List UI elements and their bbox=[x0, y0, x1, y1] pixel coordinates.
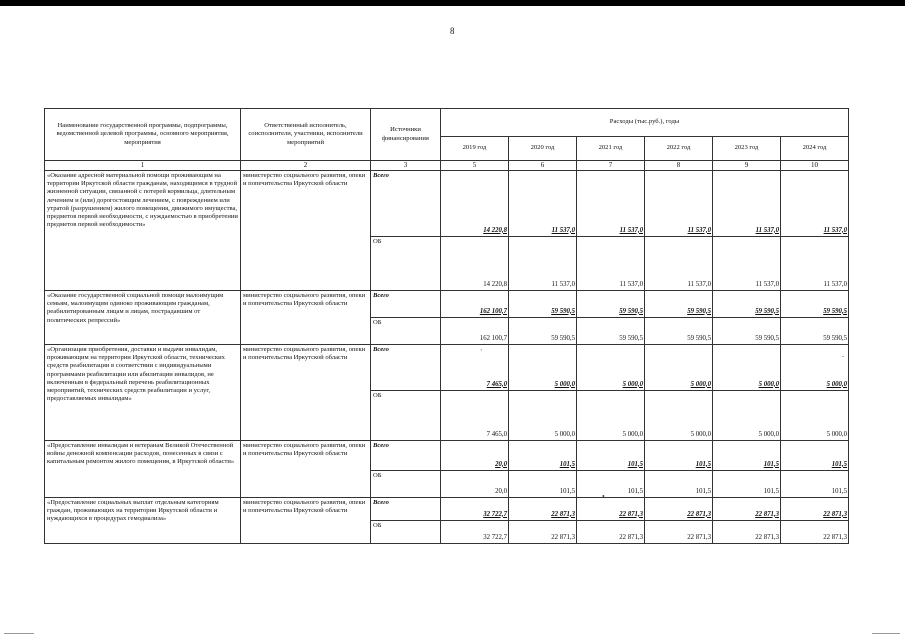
source-ob: ОБ bbox=[371, 237, 441, 291]
col-number: 6 bbox=[509, 161, 577, 171]
scan-speck: ` bbox=[480, 348, 483, 357]
program-name: «Оказание адресной материальной помощи проживающим на территории Иркутской области гражданам, находящимся в трудной жизненной ситуации, связанной с потерей кормильца, длительным лечением и (или) дорогостоящим лечением, с повреждением или утратой (разрушением) жилого помещения, движимого имущества, предметов первой необходимости, с нуждаемостью в приобретении предметов первой необходимости» bbox=[45, 171, 241, 291]
col-number: 2 bbox=[241, 161, 371, 171]
col-number: 9 bbox=[713, 161, 781, 171]
ob-value: 59 590,5 bbox=[713, 318, 781, 345]
ob-value: 5 000,0 bbox=[509, 391, 577, 441]
ob-value: 22 871,3 bbox=[781, 521, 849, 544]
col-number: 3 bbox=[371, 161, 441, 171]
total-value: 5 000,0 bbox=[645, 345, 713, 391]
ob-value: 11 537,0 bbox=[577, 237, 645, 291]
ob-value: 101,5 bbox=[781, 471, 849, 498]
header-year-2022: 2022 год bbox=[645, 137, 713, 161]
total-value: 11 537,0 bbox=[509, 171, 577, 237]
header-expenses: Расходы (тыс.руб.), годы bbox=[441, 109, 849, 137]
total-value: 101,5 bbox=[577, 441, 645, 471]
header-name-column: Наименование государственной программы, подпрограммы, ведомственной целевой программы, основного мероприятия, мероприятия bbox=[45, 109, 241, 161]
ob-value: 11 537,0 bbox=[781, 237, 849, 291]
scan-top-border bbox=[0, 0, 905, 6]
ob-value: 22 871,3 bbox=[577, 521, 645, 544]
total-value: 162 100,7 bbox=[441, 291, 509, 318]
total-value: 5 000,0 bbox=[577, 345, 645, 391]
source-total: Всего bbox=[371, 498, 441, 521]
col-number: 10 bbox=[781, 161, 849, 171]
total-value: 11 537,0 bbox=[713, 171, 781, 237]
total-value: 5 000,0 bbox=[509, 345, 577, 391]
source-total: Всего bbox=[371, 171, 441, 237]
source-ob: ОБ bbox=[371, 391, 441, 441]
program-executor: министерство социального развития, опеки и попечительства Иркутской области bbox=[241, 498, 371, 544]
ob-value: 22 871,3 bbox=[713, 521, 781, 544]
col-number: 8 bbox=[645, 161, 713, 171]
total-value: 7 465,0 bbox=[441, 345, 509, 391]
total-value: 101,5 bbox=[713, 441, 781, 471]
ob-value: 11 537,0 bbox=[645, 237, 713, 291]
ob-value: 59 590,5 bbox=[645, 318, 713, 345]
program-name: «Предоставление инвалидам и ветеранам Великой Отечественной войны денежной компенсации расходов, понесенных в связи с капитальным ремонтом жилого помещения, в Иркутской области» bbox=[45, 441, 241, 498]
program-name: «Оказание государственной социальной помощи малоимущим семьям, малоимущим одиноко проживающим гражданам, реабилитированным лицам и лицам, пострадавшим от политических репрессий» bbox=[45, 291, 241, 345]
total-value: 22 871,3 bbox=[781, 498, 849, 521]
total-value: 59 590,5 bbox=[713, 291, 781, 318]
program-executor: министерство социального развития, опеки и попечительства Иркутской области bbox=[241, 441, 371, 498]
header-year-2020: 2020 год bbox=[509, 137, 577, 161]
header-executor-column: Ответственный исполнитель, соисполнители, участники, исполнители мероприятий bbox=[241, 109, 371, 161]
col-number: 1 bbox=[45, 161, 241, 171]
page-number: 8 bbox=[450, 26, 455, 36]
total-value: 22 871,3 bbox=[577, 498, 645, 521]
total-value: 11 537,0 bbox=[645, 171, 713, 237]
expenses-table bbox=[44, 108, 849, 544]
header-year-2023: 2023 год bbox=[713, 137, 781, 161]
ob-value: 101,5 bbox=[713, 471, 781, 498]
ob-value: 5 000,0 bbox=[645, 391, 713, 441]
source-ob: ОБ bbox=[371, 471, 441, 498]
program-name: «Предоставление социальных выплат отдельным категориям граждан, проживающих на территории Иркутской области и нуждающихся в процедурах гемодиализа» bbox=[45, 498, 241, 544]
ob-value: 22 871,3 bbox=[509, 521, 577, 544]
ob-value: 101,5 bbox=[577, 471, 645, 498]
scan-speck: • bbox=[602, 492, 605, 501]
source-total: Всего bbox=[371, 345, 441, 391]
source-total: Всего bbox=[371, 441, 441, 471]
program-name: «Организация приобретения, доставки и выдачи инвалидам, проживающим на территории Иркутской области, технических средств реабилитации в соответствии с индивидуальными программами реабилитации или абилитации инвалидов, не включенным в федеральный перечень реабилитационных мероприятий, технических средств реабилитации и услуг, предоставляемых инвалидам» bbox=[45, 345, 241, 441]
program-executor: министерство социального развития, опеки и попечительства Иркутской области bbox=[241, 291, 371, 345]
col-number: 7 bbox=[577, 161, 645, 171]
header-year-2021: 2021 год bbox=[577, 137, 645, 161]
header-source-column: Источники финансирования bbox=[371, 109, 441, 161]
scan-edge-mark bbox=[872, 633, 900, 634]
ob-value: 20,0 bbox=[441, 471, 509, 498]
total-value: 59 590,5 bbox=[781, 291, 849, 318]
col-number: 5 bbox=[441, 161, 509, 171]
ob-value: 5 000,0 bbox=[577, 391, 645, 441]
source-ob: ОБ bbox=[371, 521, 441, 544]
ob-value: 14 220,8 bbox=[441, 237, 509, 291]
total-value: 11 537,0 bbox=[577, 171, 645, 237]
ob-value: 59 590,5 bbox=[509, 318, 577, 345]
source-total: Всего bbox=[371, 291, 441, 318]
total-value: 59 590,5 bbox=[509, 291, 577, 318]
header-year-2024: 2024 год bbox=[781, 137, 849, 161]
total-value: 5 000,0 bbox=[781, 345, 849, 391]
total-value: 11 537,0 bbox=[781, 171, 849, 237]
total-value: 22 871,3 bbox=[713, 498, 781, 521]
ob-value: 32 722,7 bbox=[441, 521, 509, 544]
ob-value: 22 871,3 bbox=[645, 521, 713, 544]
ob-value: 7 465,0 bbox=[441, 391, 509, 441]
total-value: 32 722,7 bbox=[441, 498, 509, 521]
ob-value: 101,5 bbox=[645, 471, 713, 498]
program-executor: министерство социального развития, опеки и попечительства Иркутской области bbox=[241, 345, 371, 441]
total-value: 5 000,0 bbox=[713, 345, 781, 391]
ob-value: 11 537,0 bbox=[509, 237, 577, 291]
ob-value: 5 000,0 bbox=[713, 391, 781, 441]
ob-value: 59 590,5 bbox=[781, 318, 849, 345]
total-value: 14 220,8 bbox=[441, 171, 509, 237]
total-value: 59 590,5 bbox=[577, 291, 645, 318]
ob-value: 101,5 bbox=[509, 471, 577, 498]
ob-value: 5 000,0 bbox=[781, 391, 849, 441]
total-value: 101,5 bbox=[781, 441, 849, 471]
total-value: 59 590,5 bbox=[645, 291, 713, 318]
program-executor: министерство социального развития, опеки и попечительства Иркутской области bbox=[241, 171, 371, 291]
header-year-2019: 2019 год bbox=[441, 137, 509, 161]
source-ob: ОБ bbox=[371, 318, 441, 345]
ob-value: 11 537,0 bbox=[713, 237, 781, 291]
total-value: 101,5 bbox=[509, 441, 577, 471]
total-value: 22 871,3 bbox=[509, 498, 577, 521]
ob-value: 162 100,7 bbox=[441, 318, 509, 345]
ob-value: 59 590,5 bbox=[577, 318, 645, 345]
total-value: 20,0 bbox=[441, 441, 509, 471]
scan-edge-mark bbox=[4, 633, 34, 634]
total-value: 101,5 bbox=[645, 441, 713, 471]
total-value: 22 871,3 bbox=[645, 498, 713, 521]
scan-speck: . bbox=[842, 350, 844, 359]
